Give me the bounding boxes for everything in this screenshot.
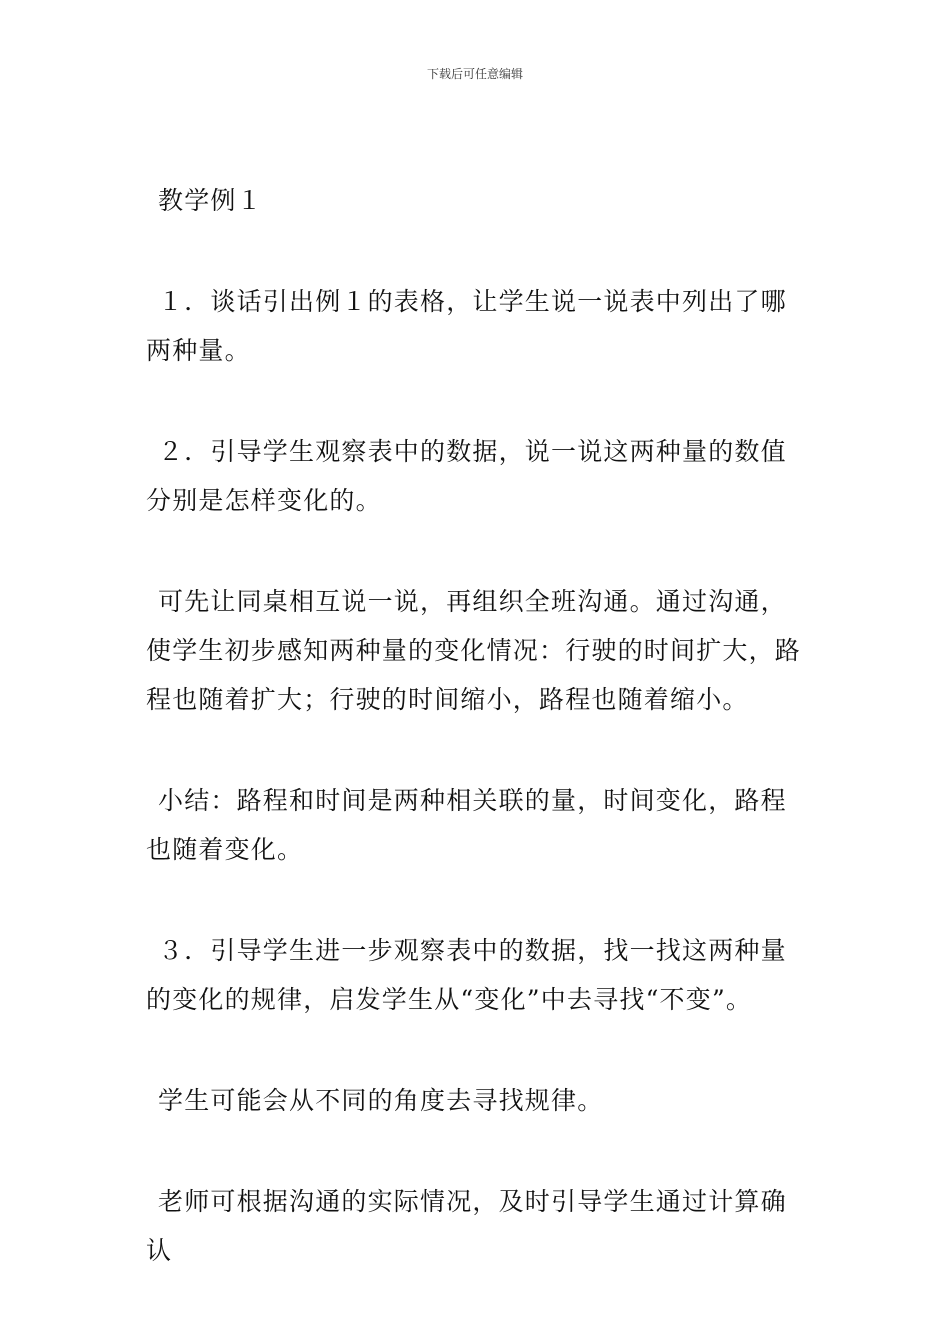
paragraph-student-approach: 学生可能会从不同的角度去寻找规律。 <box>158 1086 604 1115</box>
section-heading: 教学例１ <box>158 186 263 215</box>
paragraph-summary: 小结：路程和时间是两种相关联的量，时间变化，路程也随着变化。 <box>146 786 787 864</box>
paragraph-discussion: 可先让同桌相互说一说，再组织全班沟通。通过沟通，使学生初步感知两种量的变化情况：行驶的时间扩大，路程也随着扩大；行驶的时间缩小，路程也随着缩小。 <box>146 587 802 714</box>
paragraph-step-1: １．谈话引出例１的表格，让学生说一说表中列出了哪两种量。 <box>146 287 787 365</box>
paragraph-teacher-guidance: 老师可根据沟通的实际情况，及时引导学生通过计算确认 <box>146 1187 787 1265</box>
document-body <box>146 176 810 1275</box>
paragraph-step-3: ３．引导学生进一步观察表中的数据，找一找这两种量的变化的规律，启发学生从“变化”中去寻找“不变”。 <box>146 936 787 1014</box>
page-header: 下载后可任意编辑 <box>426 67 523 81</box>
paragraph-step-2: ２．引导学生观察表中的数据，说一说这两种量的数值分别是怎样变化的。 <box>146 437 787 515</box>
